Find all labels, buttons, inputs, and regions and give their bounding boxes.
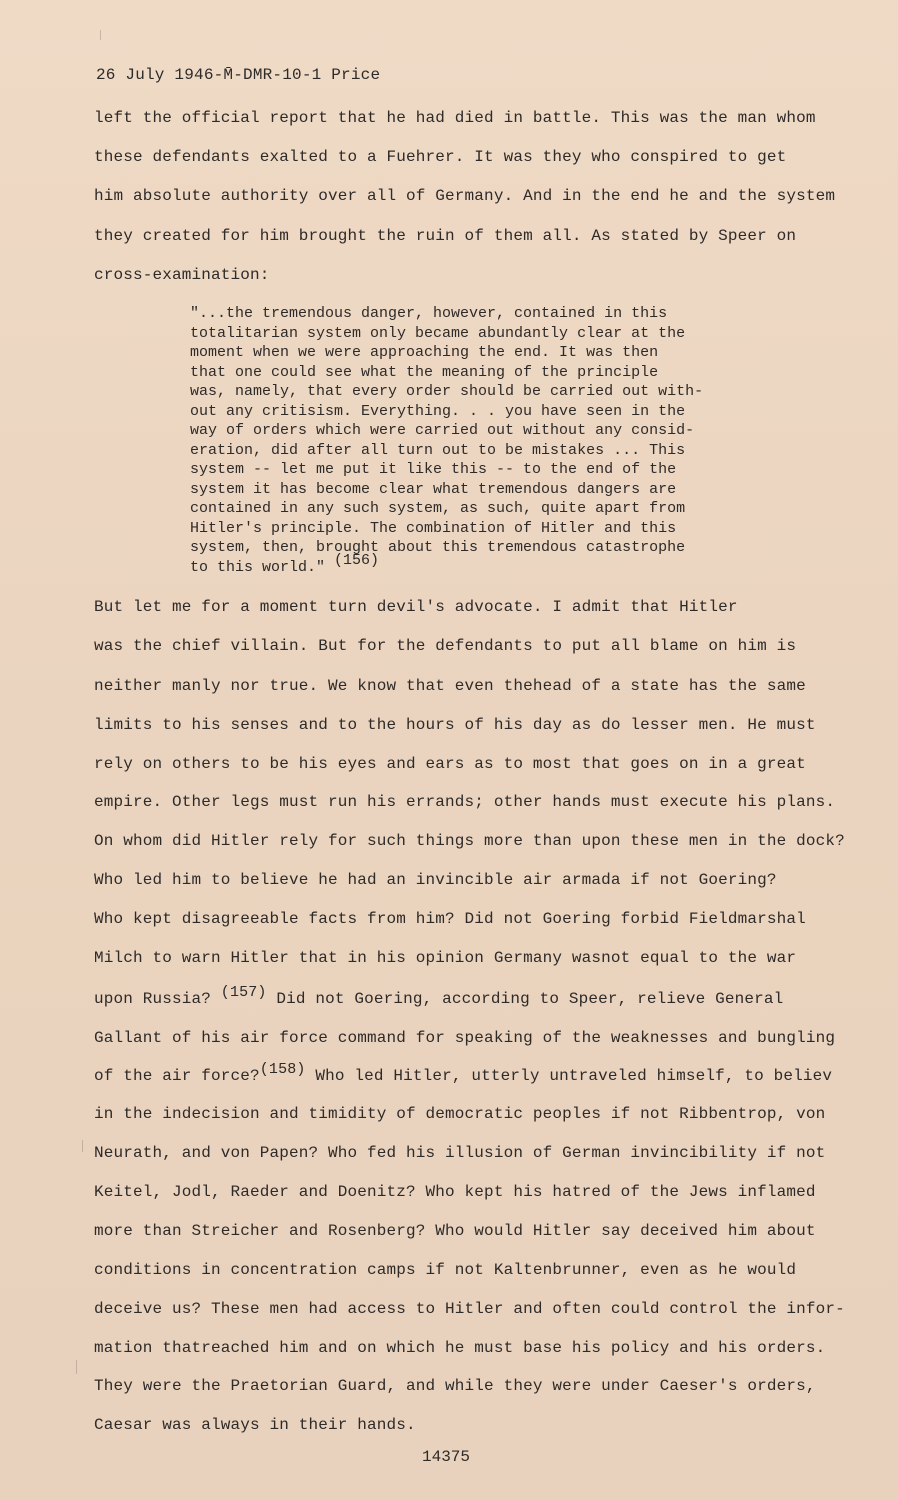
text-line: Who led him to believe he had an invincible air armada if not Goering? <box>94 871 777 889</box>
quote-line: system -- let me put it like this -- to the end of the <box>190 461 677 478</box>
text-line: more than Streicher and Rosenberg? Who would Hitler say deceived him about <box>94 1222 816 1240</box>
text-line: They were the Praetorian Guard, and while they were under Caeser's orders, <box>94 1377 816 1395</box>
quote-line: "...the tremendous danger, however, contained in this <box>190 305 668 322</box>
text-line: Neurath, and von Papen? Who fed his illusion of German invincibility if not <box>94 1144 826 1162</box>
text-line: mation thatreached him and on which he must base his policy and his orders. <box>94 1339 826 1357</box>
text-line <box>94 1061 833 1085</box>
text-line: cross-examination: <box>94 266 270 284</box>
text-line: rely on others to be his eyes and ears as to most that goes on in a great <box>94 755 806 773</box>
margin-tick-mark <box>100 30 101 40</box>
quote-line-text: to this world." <box>190 558 326 576</box>
text-line: Caesar was always in their hands. <box>94 1416 416 1434</box>
quote-line: system it has become clear what tremendous dangers are <box>190 480 677 498</box>
text-line: Keitel, Jodl, Raeder and Doenitz? Who kept his hatred of the Jews inflamed <box>94 1183 816 1201</box>
text-line-part: of the air force? <box>94 1067 260 1085</box>
quote-line: totalitarian system only became abundantly clear at the <box>190 324 686 342</box>
quote-line: was, namely, that every order should be carried out with- <box>190 383 704 400</box>
text-line: they created for him brought the ruin of them all. As stated by Speer on <box>94 227 797 245</box>
footnote-156: (156) <box>334 551 380 569</box>
margin-tick-mark <box>82 1140 83 1152</box>
text-line: these defendants exalted to a Fuehrer. It was they who conspired to get <box>94 148 787 166</box>
block-quote <box>190 304 750 577</box>
text-line: neither manly nor true. We know that even thehead of a state has the same <box>94 677 806 695</box>
quote-line: system, then, brought about this tremendous catastrophe <box>190 539 686 556</box>
text-line: in the indecision and timidity of democratic peoples if not Ribbentrop, von <box>94 1105 826 1123</box>
quote-line: moment when we were approaching the end. It was then <box>190 344 659 361</box>
quote-line: out any critisism. Everything. . . you have seen in the <box>190 402 686 420</box>
text-line: On whom did Hitler rely for such things more than upon these men in the dock? <box>94 832 845 850</box>
text-line-part: Who led Hitler, utterly untraveled himself, to believ <box>315 1067 833 1085</box>
text-line: was the chief villain. But for the defendants to put all blame on him is <box>94 637 797 655</box>
quote-line-last <box>190 551 750 578</box>
quote-line: contained in any such system, as such, quite apart from <box>190 500 686 517</box>
quote-line: Hitler's principle. The combination of Hitler and this <box>190 519 677 537</box>
quote-line: eration, did after all turn out to be mistakes ... This <box>190 441 686 459</box>
text-line: conditions in concentration camps if not Kaltenbrunner, even as he would <box>94 1261 797 1279</box>
quote-line: that one could see what the meaning of the principle <box>190 363 659 381</box>
margin-tick-mark <box>76 1360 77 1374</box>
text-line: But let me for a moment turn devil's advocate. I admit that Hitler <box>94 598 738 616</box>
text-line: Milch to warn Hitler that in his opinion Germany wasnot equal to the war <box>94 949 797 967</box>
page-number: 14375 <box>422 1448 471 1466</box>
text-line: him absolute authority over all of Germany. And in the end he and the system <box>94 187 836 205</box>
text-line-part: upon Russia? <box>94 990 212 1008</box>
text-line: empire. Other legs must run his errands; other hands must execute his plans. <box>94 793 836 811</box>
text-line: deceive us? These men had access to Hitler and often could control the infor- <box>94 1300 845 1318</box>
text-line: Who kept disagreeable facts from him? Did not Goering forbid Fieldmarshal <box>94 910 806 928</box>
text-line <box>94 984 784 1008</box>
footnote-158: (158) <box>259 1061 306 1078</box>
text-line: Gallant of his air force command for speaking of the weaknesses and bungling <box>94 1029 836 1047</box>
quote-line: way of orders which were carried out without any consid- <box>190 422 695 439</box>
document-header: 26 July 1946-M̄-DMR-10-1 Price <box>96 66 381 84</box>
text-line-part: Did not Goering, according to Speer, relieve General <box>276 990 784 1008</box>
footnote-157: (157) <box>220 984 267 1001</box>
text-line: limits to his senses and to the hours of his day as do lesser men. He must <box>94 716 816 734</box>
text-line: left the official report that he had died in battle. This was the man whom <box>94 109 816 127</box>
